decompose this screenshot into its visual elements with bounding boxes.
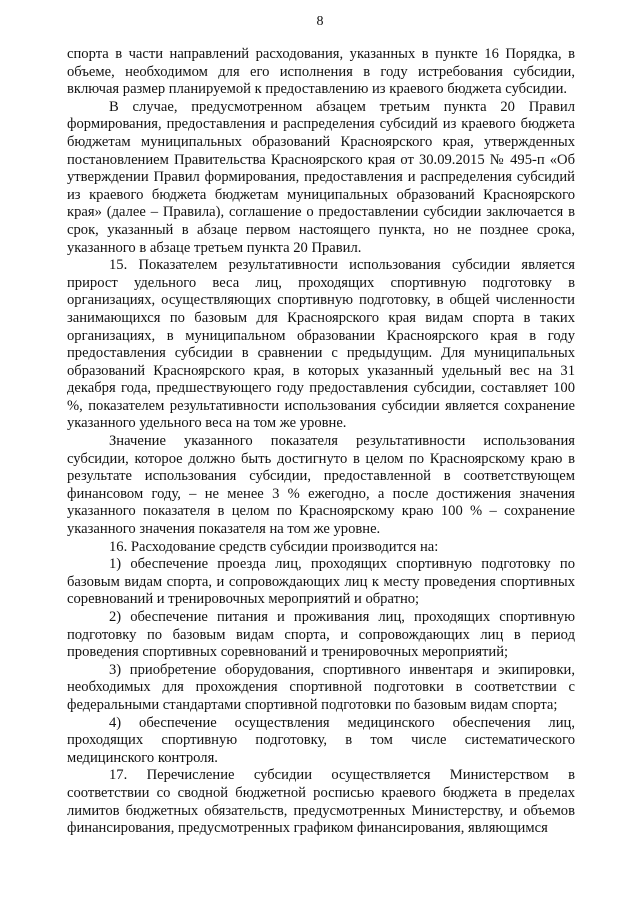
list-item-1: 1) обеспечение проезда лиц, проходящих спортивную подготовку по базовым видам спорта, и сопровождающих лиц к месту проведения спортивных соревнований и тренировочных мероприятий и обратно;: [67, 556, 575, 608]
paragraph-indicator-value: Значение указанного показателя результативности использования субсидии, которое должно быть достигнуто в целом по Красноярскому краю в результате использования субсидии, предоставленной в соответствующем финансовом году, – не менее 3 % ежегодно, а после достижения значения указанного показателя в целом по Красноярскому краю 100 % – сохранение указанного значения показателя на том же уровне.: [67, 433, 575, 538]
paragraph-rules-reference: В случае, предусмотренном абзацем третьим пункта 20 Правил формирования, предоставления и распределения субсидий из краевого бюджета бюджетам муниципальных образований Красноярского края, утвержденных постановлением Правительства Красноярского края от 30.09.2015 № 495-п «Об утверждении Правил формирования, предоставления и распределения субсидий из краевого бюджета бюджетам муниципальных образований Красноярского края» (далее – Правила), соглашение о предоставлении субсидии заключается в срок, указанный в абзаце первом настоящего пункта, но не позднее срока, указанного в абзаце третьем пункта 20 Правил.: [67, 98, 575, 256]
paragraph-continuation: спорта в части направлений расходования, указанных в пункте 16 Порядка, в объеме, необходимом для его исполнения в году истребования субсидии, включая размер планируемой к предоставлению из краевого бюджета субсидии.: [67, 46, 575, 98]
paragraph-item-15: 15. Показателем результативности использования субсидии является прирост удельного веса лиц, проходящих спортивную подготовку в организациях, осуществляющих спортивную подготовку, в общей численности занимающихся по базовым для Красноярского края видам спорта в таких организациях, в муниципальном образовании Красноярского края в году предоставления субсидии в сравнении с предыдущим. Для муниципальных образований Красноярского края, в которых указанный удельный вес на 31 декабря года, предшествующего году предоставления субсидии, составляет 100 %, показателем результативности использования субсидии является сохранение указанного удельного веса на том же уровне.: [67, 257, 575, 432]
paragraph-item-16: 16. Расходование средств субсидии производится на:: [109, 538, 439, 555]
document-body: [67, 46, 575, 838]
list-item-2: 2) обеспечение питания и проживания лиц, проходящих спортивную подготовку по базовым видам спорта, и сопровождающих лиц в период проведения спортивных соревнований и тренировочных мероприятий;: [67, 609, 575, 661]
page-number: 8: [316, 14, 324, 29]
list-item-4: 4) обеспечение осуществления медицинского обеспечения лиц, проходящих спортивную подготовку, в том числе систематического медицинского контроля.: [67, 714, 575, 766]
paragraph-item-17: 17. Перечисление субсидии осуществляется Министерством в соответствии со сводной бюджетной росписью краевого бюджета в пределах лимитов бюджетных обязательств, предусмотренных Министерству, и объемов финансирования, предусмотренных графиком финансирования, являющимся: [67, 767, 575, 837]
list-item-3: 3) приобретение оборудования, спортивного инвентаря и экипировки, необходимых для прохождения спортивной подготовки в соответствии с федеральными стандартами спортивной подготовки по базовым видам спорта;: [67, 661, 575, 713]
